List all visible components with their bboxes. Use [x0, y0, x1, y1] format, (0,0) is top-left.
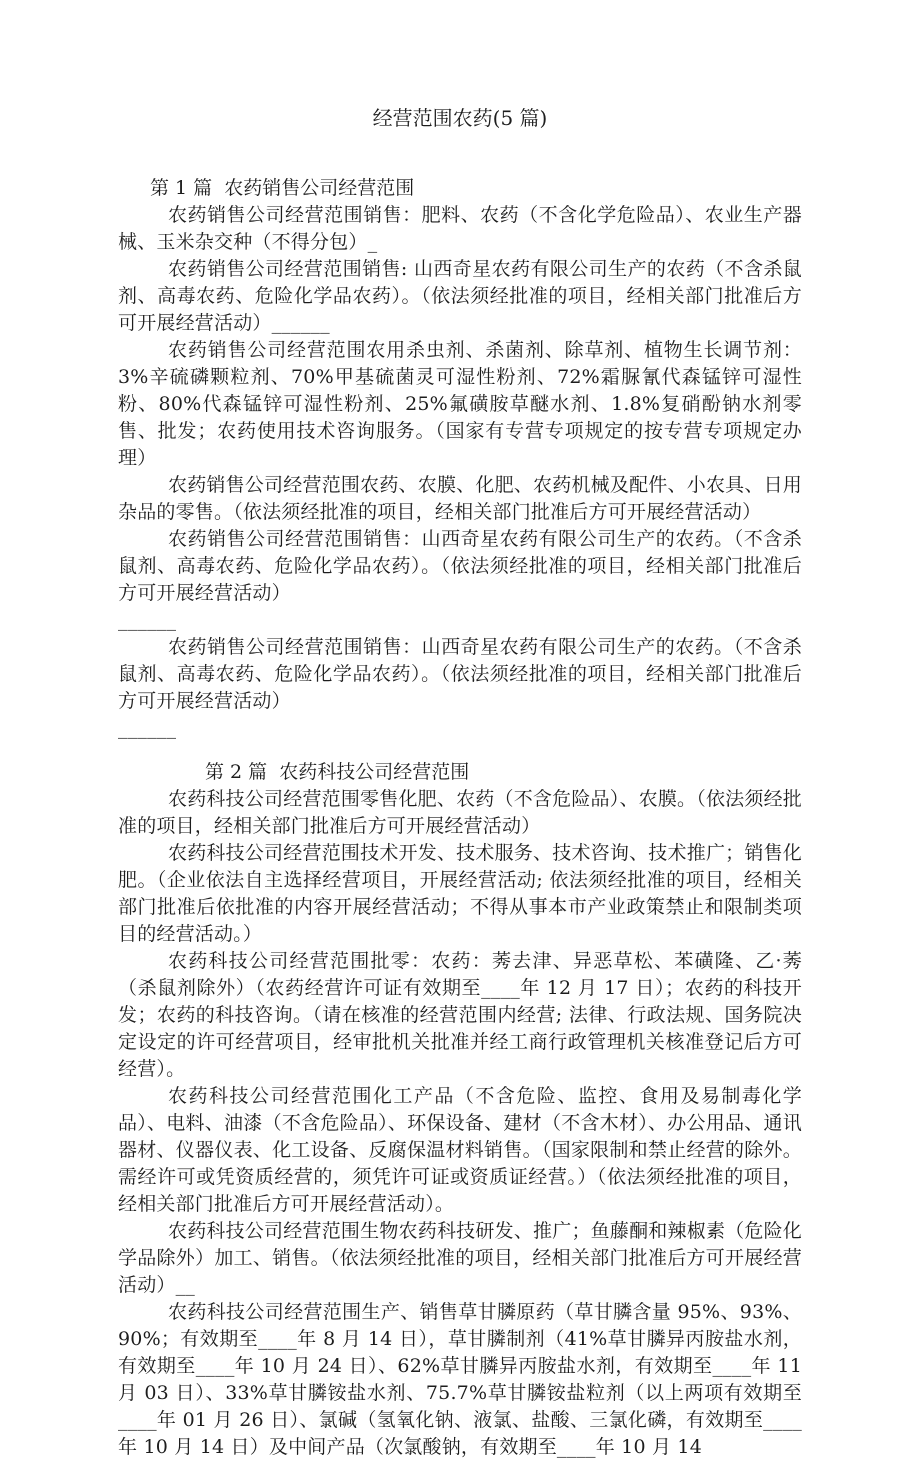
paragraph: 农药销售公司经营范围农药、农膜、化肥、农药机械及配件、小农具、日用杂品的零售。（依法须经批准的项目，经相关部门批准后方可开展经营活动） [118, 474, 802, 523]
blank-underline-line: ______ [118, 609, 177, 631]
section-2-heading: 第 2 篇 农药科技公司经营范围 [205, 761, 470, 783]
paragraph: 农药销售公司经营范围销售: 山西奇星农药有限公司生产的农药（不含杀鼠剂、高毒农药、危险化学品农药）。（依法须经批准的项目，经相关部门批准后方可开展经营活动）______ [118, 258, 802, 334]
paragraph: 农药科技公司经营范围零售化肥、农药（不含危险品）、农膜。（依法须经批准的项目，经相关部门批准后方可开展经营活动） [118, 788, 802, 837]
document-title: 经营范围农药(5 篇) [372, 106, 548, 130]
paragraph: 农药销售公司经营范围农用杀虫剂、杀菌剂、除草剂、植物生长调节剂：3%辛硫磷颗粒剂、70%甲基硫菌灵可湿性粉剂、72%霜脲氰代森锰锌可湿性粉、80%代森锰锌可湿性粉剂、25%氟磺胺草醚水剂、1.8%复硝酚钠水剂零售、批发；农药使用技术咨询服务。（国家有专营专项规定的按专营专项规定办理） [118, 339, 802, 469]
paragraph: 农药科技公司经营范围技术开发、技术服务、技术咨询、技术推广；销售化肥。（企业依法自主选择经营项目，开展经营活动; 依法须经批准的项目，经相关部门批准后依批准的内容开展经营活动；不得从事本市产业政策禁止和限制类项目的经营活动。） [118, 842, 802, 945]
paragraph: 农药销售公司经营范围销售：山西奇星农药有限公司生产的农药。（不含杀鼠剂、高毒农药、危险化学品农药）。（依法须经批准的项目，经相关部门批准后方可开展经营活动） [118, 636, 802, 712]
paragraph: 农药销售公司经营范围销售：肥料、农药（不含化学危险品）、农业生产器械、玉米杂交种（不得分包）_ [118, 204, 802, 253]
blank-underline-line: ______ [118, 717, 177, 739]
paragraph: 农药科技公司经营范围生物农药科技研发、推广；鱼藤酮和辣椒素（危险化学品除外）加工、销售。（依法须经批准的项目，经相关部门批准后方可开展经营活动）__ [118, 1220, 802, 1296]
paragraph: 农药科技公司经营范围化工产品（不含危险、监控、食用及易制毒化学品）、电料、油漆（不含危险品）、环保设备、建材（不含木材）、办公用品、通讯器材、仪器仪表、化工设备、反腐保温材料销售。（国家限制和禁止经营的除外。需经许可或凭资质经营的，须凭许可证或资质证经营。）（依法须经批准的项目，经相关部门批准后方可开展经营活动）。 [118, 1085, 802, 1215]
section-1-heading: 第 1 篇 农药销售公司经营范围 [150, 177, 415, 199]
paragraph: 农药科技公司经营范围生产、销售草甘膦原药（草甘膦含量 95%、93%、90%；有效期至____年 8 月 14 日），草甘膦制剂（41%草甘膦异丙胺盐水剂，有效期至____年 10 月 24 日）、62%草甘膦异丙胺盐水剂，有效期至____年 11 月 03 日）、33%草甘膦铵盐水剂、75.7%草甘膦铵盐粒剂（以上两项有效期至____年 01 月 26 日）、氯碱（氢氧化钠、液氯、盐酸、三氯化磷，有效期至____年 10 月 14 日）及中间产品（次氯酸钠，有效期至____年 10 月 14 [118, 1301, 802, 1458]
paragraph: 农药科技公司经营范围批零：农药：莠去津、异恶草松、苯磺隆、乙·莠（杀鼠剂除外）（农药经营许可证有效期至____年 12 月 17 日）；农药的科技开发；农药的科技咨询。（请在核准的经营范围内经营; 法律、行政法规、国务院决定设定的许可经营项目，经审批机关批准并经工商行政管理机关核准登记后方可经营）。 [118, 950, 802, 1080]
paragraph: 农药销售公司经营范围销售：山西奇星农药有限公司生产的农药。（不含杀鼠剂、高毒农药、危险化学品农药）。（依法须经批准的项目，经相关部门批准后方可开展经营活动） [118, 528, 802, 604]
